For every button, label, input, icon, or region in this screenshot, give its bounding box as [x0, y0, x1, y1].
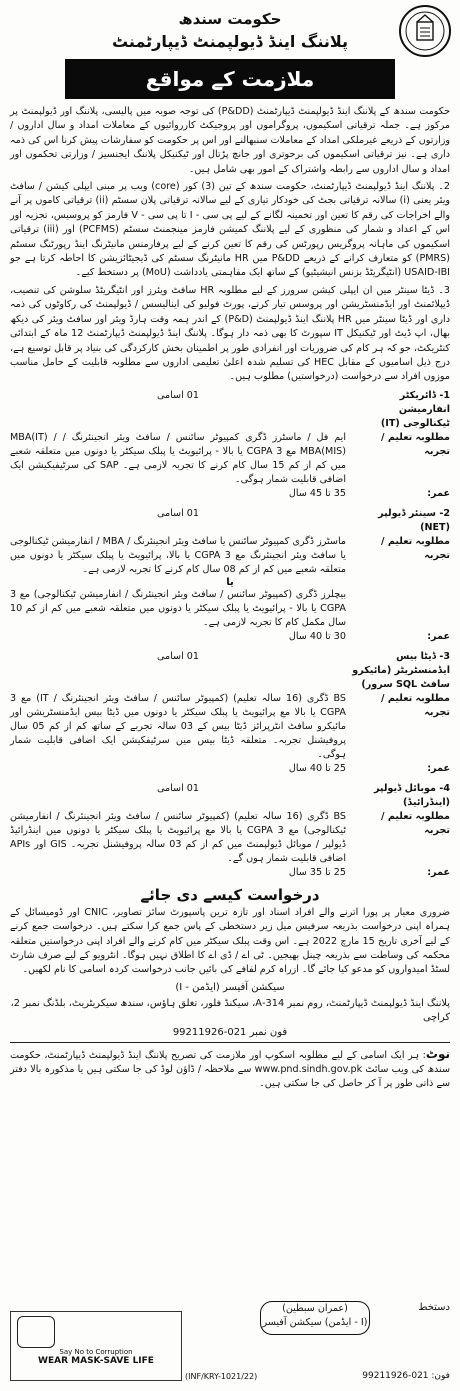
divider	[10, 1042, 450, 1043]
job-qualification: ماسٹرز ڈگری کمپیوٹر سائنس یا سافٹ ویئر انجینئرنگ / MBA / انفارمیشن ٹیکنالوجی یا سافٹ ویئر انجینئرنگ مع 3 CGPA یا بالا، پرائیویٹ یا پبلک سیکٹر یا دونوں میں متعلقہ شعبے میں کم از کم 08 سال کام کرنے کا تجربہ لازمی ہے۔	[10, 535, 347, 575]
signatory-designation: سیکشن آفیسر (ایڈمن - I)	[262, 1317, 368, 1328]
title-banner: ملازمت کے مواقع	[65, 59, 395, 99]
reference-number: (INF/KRY-1021/22)	[185, 1372, 258, 1381]
job-title: 2- سینئر ڈیولپر (NET)	[378, 507, 450, 533]
awareness-line-1: Say No to Corruption	[59, 1348, 133, 1356]
age-label: عمر:	[427, 630, 450, 642]
header-department: پلاننگ اینڈ ڈیولپمنٹ ڈیپارٹمنٹ	[111, 32, 349, 51]
footer	[10, 1301, 450, 1383]
intro-section	[10, 105, 450, 385]
intro-paragraph-3: 3۔ ڈیٹا سینٹر میں ان ایپلی کیشن سرورز کے لیے مطلوبہ HR سافٹ ویئرز اور انٹیگریٹڈ سلوشن کی تنصیب، ڈیپلائمنٹ اور ایڈمنسٹریشن اور پروسس تیار کرنے، پورٹ فولیو کی اینالیسس / ڈیولپمنٹ کی رکاوٹوں کی ذمہ داری اور ڈیٹا سینٹر میں HR پلاننگ اینڈ ڈیولپمنٹ (P&D) کے اندر ہمہ وقت ہارڈ ویئر اور سافٹ ویئر کی دیکھ بھال، اپ ڈیٹ اور ٹیکنیکل IT سپورٹ کا بھی ذمہ دار ہوگا۔ پلاننگ اینڈ ڈیولپمنٹ ڈیپارٹمنٹ 12 ماہ کے ابتدائی کنٹریکٹ، جو کہ ہر کام کی ضروریات اور انفرادی طور پر اطمینان بخش کارکردگی کی بنیاد پر قابل توسیع ہے، درج ذیل اسامیوں کے مقابل HEC کی تسلیم شدہ اعلیٰ تعلیمی اداروں سے مطلوبہ قابلیت کے حامل مناسب موزوں افراد سے درخواست (درخواستیں) مطلوب ہیں۔	[10, 284, 451, 383]
job-item	[10, 782, 450, 880]
section-officer-label: سیکشن آفیسر (ایڈمن - I)	[175, 981, 285, 993]
signature-stamp	[260, 1301, 370, 1335]
age-label: عمر:	[427, 762, 450, 774]
job-title: 3- ڈیٹا بیس ایڈمنسٹریٹر (مائیکرو سافٹ SQL سرور)	[352, 650, 450, 690]
how-to-apply-text: ضروری معیار پر پورا اترنے والے افراد اسناد اور تازہ ترین پاسپورٹ سائز تصاویر، CNIC اور ڈومیسائل کے ہمراہ اپنی درخواست بذریعہ سرفیس میل زیر دستخطی کے پاس جمع کرا سکتے ہیں۔ درخواست جمع کرنے کے لیے آخری تاریخ 15 مارچ 2022 ہے۔ اس وقت پبلک سیکٹر میں کام کرنے والے افراد اپنی درخواستیں متعلقہ محکمہ کی وساطت سے بذریعہ چینل بھیجیں۔ ٹی اے / ڈی اے کا اطلاق نہیں ہوگا۔ انٹرویو کے لیے صرف شارٹ لسٹڈ امیدواروں کو مدعو کیا جائے گا۔ ازراہ کرم لفافے کی بائیں جانب درخواست کردہ اسامی کا نام لکھیں۔	[10, 906, 451, 976]
qualification-label: مطلوبہ تعلیم / تجربہ	[381, 692, 450, 718]
job-posts: 01 اسامی	[156, 650, 200, 662]
job-age: 30 تا 40 سال	[288, 630, 346, 642]
qualification-label: مطلوبہ تعلیم / تجربہ	[381, 431, 450, 457]
header-government: حکومت سندھ	[178, 10, 282, 28]
job-list	[10, 389, 450, 880]
job-posts: 01 اسامی	[156, 782, 200, 794]
job-item	[10, 507, 450, 644]
awareness-line-2: WEAR MASK-SAVE LIFE	[38, 1356, 154, 1366]
job-posts: 01 اسامی	[156, 507, 200, 519]
awareness-badge	[10, 1311, 182, 1381]
signatory-phone: فون: 021-99211926	[362, 1371, 450, 1381]
job-qualification: BS ڈگری (16 سالہ تعلیم) (کمپیوٹر سائنس / سافٹ ویئر انجینئرنگ / انفارمیشن ٹیکنالوجی) مع CGPA 3 یا بالا مع پرائیویٹ یا پبلک سیکٹر یا دونوں میں اینڈرائیڈ ڈیولپر / موبائل ڈیولپمنٹ میں کم از کم 03 سالہ پروفیشنل تجربہ۔ GIS اور APIs اضافی قابلیت شمار ہوں گے۔	[10, 810, 347, 864]
age-label: عمر:	[427, 487, 450, 499]
job-age: 35 تا 45 سال	[288, 487, 346, 499]
job-alt-qualification: بیچلرز ڈگری (کمپیوٹر سائنس / سافٹ ویئر انجینئرنگ / انفارمیشن ٹیکنالوجی) مع 3 CGPA یا بالا - پرائیویٹ یا پبلک سیکٹر یا دونوں میں متعلقہ شعبے میں کم از کم 10 سال مکمل کام کا تجربہ لازمی ہے۔	[10, 588, 346, 628]
job-age: 25 تا 40 سال	[288, 762, 346, 774]
job-title: 4- موبائل ڈیولپر (اینڈرائیڈ)	[373, 782, 450, 808]
note-section: نوٹ: ہر ایک اسامی کے لیے مطلوبہ اسکوپ اور ملازمت کی تصریح پلاننگ اینڈ ڈیولپمنٹ ڈیپارٹمنٹ، حکومت سندھ کی ویب سائٹ www.pnd.sindh.gov.pk سے ملاحظہ / ڈاؤن لوڈ کی جا سکتی ہیں یا مذکورہ بالا دفتر سے ذاتی طور پر آ کر حاصل کی جا سکتی ہیں۔	[10, 1046, 450, 1089]
or-separator: یا	[226, 576, 234, 588]
government-sindh-logo-icon	[398, 4, 452, 58]
age-label: عمر:	[427, 866, 450, 878]
job-qualification: BS ڈگری (16 سالہ تعلیم) (کمپیوٹر سائنس / سافٹ ویئر انجینئرنگ / IT) مع 3 CGPA یا بالا مع پرائیویٹ یا پبلک سیکٹر یا دونوں میں ڈیٹا بیس ایڈمنسٹریشن اور مائیکرو سافٹ انٹرپرائز ڈیٹا بیس کے 03 سالہ تجربے کے ساتھ کم از کم 05 سال پروفیشنل تجربہ۔ متعلقہ ڈیٹا بیس میں سرٹیفکیشن ایک اضافی قابلیت شمار ہوگی۔	[10, 692, 346, 760]
signature-label: دستخط	[418, 1302, 450, 1313]
how-to-apply-heading: درخواست کیسے دی جائے	[140, 885, 320, 904]
job-posts: 01 اسامی	[156, 389, 200, 401]
intro-paragraph-1: حکومت سندھ کے پلاننگ اینڈ ڈیولپمنٹ ڈیپارٹمنٹ (P&DD) کی توجہ صوبہ میں پالیسی، پلاننگ اور ڈیولپمنٹ پر مرکوز ہے۔ جملہ ترقیاتی اسکیموں، پروگراموں اور پروجیکٹ کارروائیوں کے معاملات امداد و سال اداروں / وزارتوں کے ذریعے غیرملکی امداد کے معاملات سنبھالنے اور اس پر حکومت کو سفارشات پیش کرنا اس کی ذمہ داری ہے۔ نیز ترقیاتی اسکیموں کی برحوتری اور جانچ پڑتال اور ٹیکنیکل پلاننگ ایجنسیز / وزارتی تحکموں اور امداد و سال اداروں سے رابطہ واشتراک کے امور بھی شامل ہیں۔	[10, 106, 450, 175]
qualification-label: مطلوبہ تعلیم / تجربہ	[381, 810, 450, 836]
note-text: ہر ایک اسامی کے لیے مطلوبہ اسکوپ اور ملازمت کی تصریح پلاننگ اینڈ ڈیولپمنٹ ڈیپارٹمنٹ، حکومت سندھ کی ویب سائٹ www.pnd.sindh.gov.pk سے ملاحظہ / ڈاؤن لوڈ کی جا سکتی ہیں یا مذکورہ بالا دفتر سے ذاتی طور پر آ کر حاصل کی جا سکتی ہیں۔	[10, 1049, 450, 1089]
job-item	[10, 389, 450, 501]
intro-paragraph-2: 2۔ پلاننگ اینڈ ڈیولپمنٹ ڈیپارٹمنٹ، حکومت سندھ کے تین (3) کور (core) ویب پر مبنی ایپلی کیشن / سافٹ ویئر یعنی (i) سالانہ ترقیاتی بجٹ کی خودکار تیاری کے لیے سالانہ ترقیاتی پلان سسٹم (ii) ترقیاتی کاموں پر آنے والے اخراجات کی رقم کا تعین اور تخمینہ لگانے کے لیے پی سی - I تا پی سی - V فارمز کو پروسیس، تجزیہ اور اس کے اعداد و شمار کی منظوری کے لیے پلاننگ کمیشن فارمز مینجمنٹ سسٹم (PCFMS) اور (iii) ترقیاتی اسکیموں کی ماہانہ پروگریس رپورٹس کی رقم کا تعین کرنے کے لیے پرفارمنس مانیٹرنگ اینڈ رپورٹنگ سسٹم (PMRS) کو متعارف کرانے کے ذریعے P&DD میں HR مانیٹرنگ سسٹم کی ڈیجیٹائزیشن کا احاطہ کرتا ہے جو USAID-IBI (انٹیگریٹڈ بزنس انیشیٹیو) کے ساتھ ایک مفاہمتی یادداشت (MoU) پر دستخط کیے۔	[10, 181, 451, 279]
office-address: پلاننگ اینڈ ڈیولپمنٹ ڈیپارٹمنٹ، روم نمبر 314-A، سیکنڈ فلور، تغلق ہاؤس، سندھ سیکریٹریٹ، بلڈنگ نمبر 2، کراچی	[10, 997, 450, 1023]
job-qualification: ایم فل / ماسٹرز ڈگری کمپیوٹر سائنس / سافٹ ویئر انجینئرنگ / MBA(IT) / MBA(MIS) مع 3 CGPA یا بالا - پرائیویٹ یا پبلک سیکٹر یا دونوں میں متعلقہ شعبے میں کم از کم 15 سال کام کرنے کا تجربہ لازمی ہے۔ SAP کی سرٹیفیکیشن ایک اضافی قابلیت شمار ہوگی۔	[10, 431, 347, 485]
signatory-name: (عمران سبطین)	[282, 1303, 348, 1314]
header	[10, 10, 450, 51]
job-title: 1- ڈائریکٹر انفارمیشن ٹیکنالوجی (IT)	[380, 389, 450, 429]
job-item	[10, 650, 450, 776]
note-label: نوٹ	[425, 1046, 450, 1061]
mask-icon	[17, 1316, 55, 1348]
job-age: 25 تا 35 سال	[288, 866, 346, 878]
qualification-label: مطلوبہ تعلیم / تجربہ	[381, 535, 450, 561]
office-phone: فون نمبر 021-99211926	[172, 1026, 288, 1038]
